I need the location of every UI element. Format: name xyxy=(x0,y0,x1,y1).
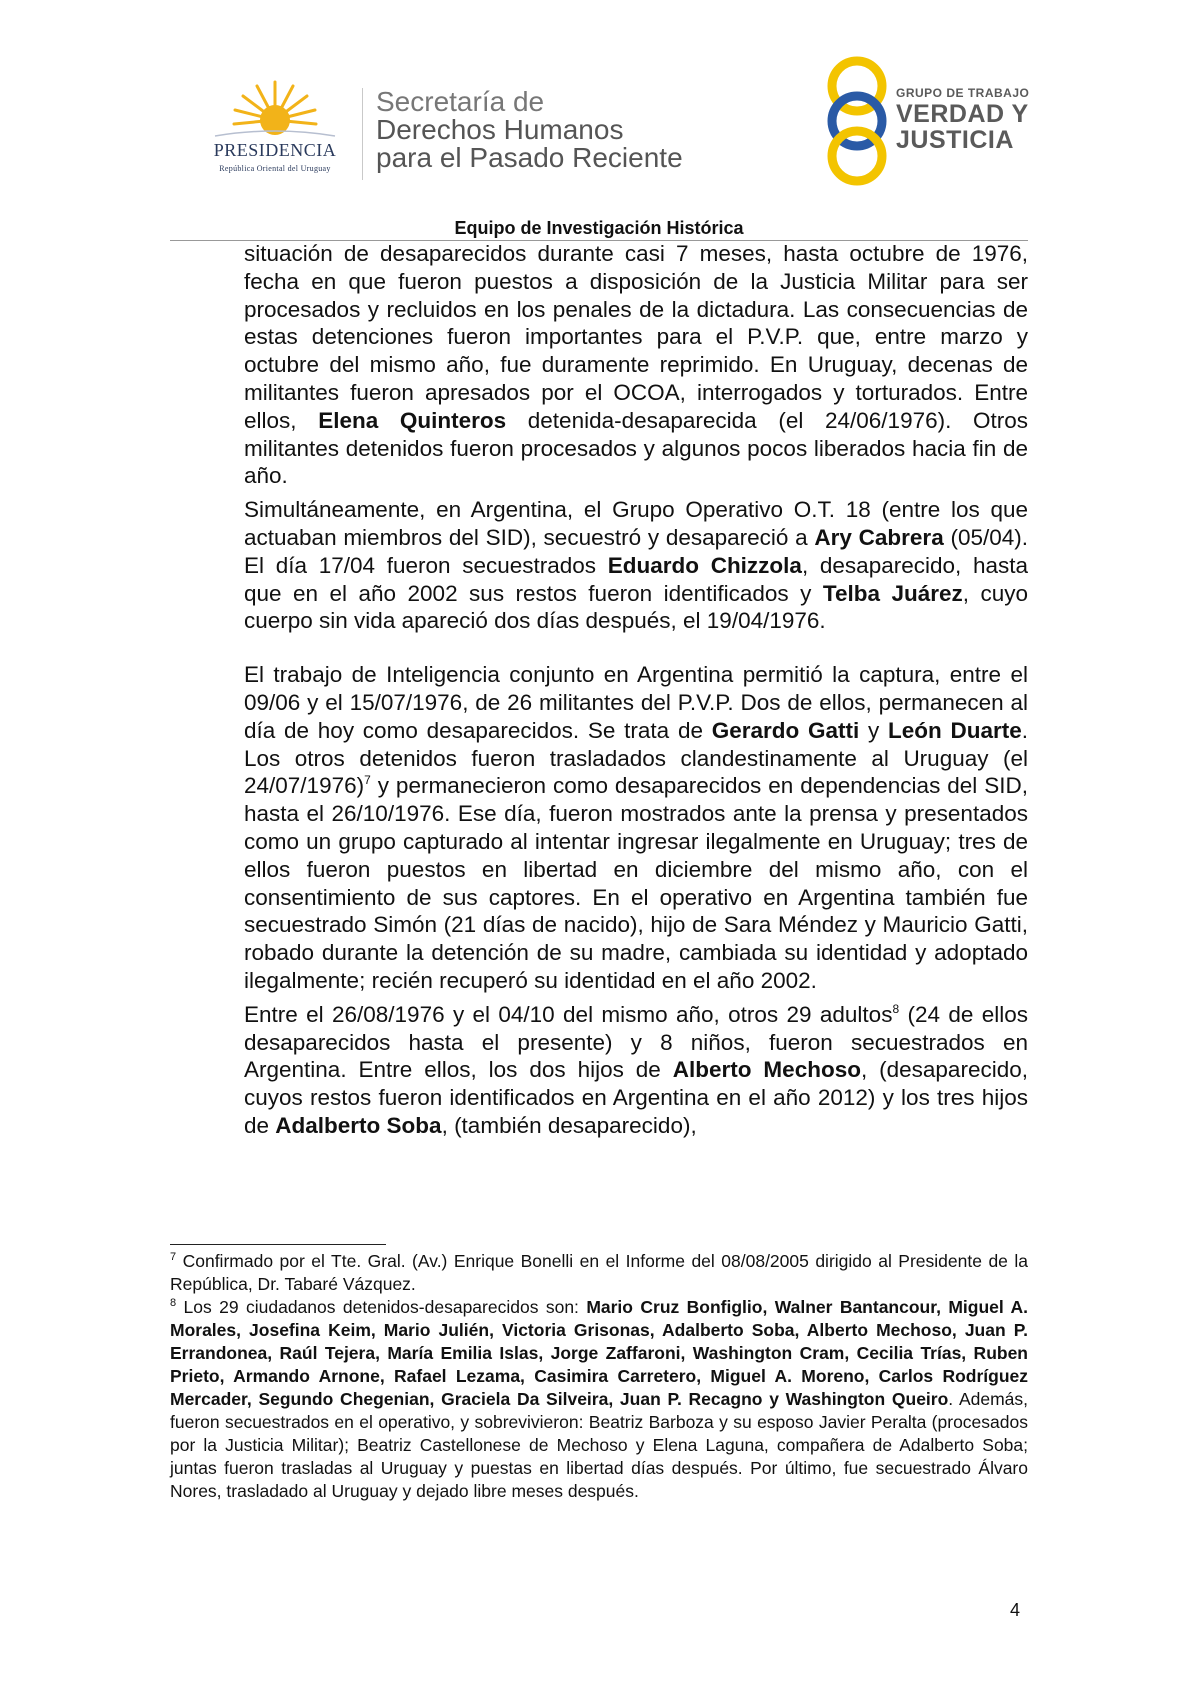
secretaria-line-2: Derechos Humanos xyxy=(376,114,624,145)
text-run: , (desaparecido, cuyos restos fueron identificados en Argentina en el año 2012) y los tres hijos de xyxy=(244,1057,1028,1138)
secretaria-line-3: para el Pasado Reciente xyxy=(376,142,683,173)
presidencia-word: PRESIDENCIA xyxy=(213,140,337,160)
paragraph-1 xyxy=(244,240,1028,490)
vj-title-line-2: JUSTICIA xyxy=(896,126,1014,154)
text-run: , desaparecido, hasta que en el año 2002 sus restos fueron identificados y xyxy=(244,552,1029,606)
page-number: 4 xyxy=(1010,1600,1021,1620)
footnote-rule xyxy=(170,1244,386,1245)
footnote-names: Mario Cruz Bonfiglio, Walner Bantancour, Miguel A. Morales, Josefina Keim, Mario Julién, Victoria Grisonas, Adalberto Soba, Alberto Mechoso, Juan P. Errandonea, Raúl Tejera, María Emilia Islas, Jorge Zaffaroni, Washington Cram, Cecilia Trías, Ruben Prieto, Armando Arnone, Rafael Lezama, Casimira Carretero, Miguel A. Moreno, Carlos Rodríguez Mercader, Segundo Chegenian, Graciela Da Silveira, Juan P. Recagno y Washington Queiro xyxy=(170,1297,1028,1409)
secretaria-line-1: Secretaría de xyxy=(376,86,545,117)
vj-small-text: GRUPO DE TRABAJO xyxy=(896,86,1030,100)
footnotes xyxy=(170,1250,1028,1503)
footnote-8 xyxy=(170,1296,1028,1503)
presidencia-logo xyxy=(195,80,355,180)
footnote-mark: 7 xyxy=(170,1251,177,1263)
bold-name: Ary Cabrera xyxy=(814,524,944,550)
sun-emblem-icon xyxy=(195,80,355,142)
text-run: y xyxy=(859,717,888,743)
footnote-text: Los 29 ciudadanos detenidos-desaparecidos son: xyxy=(176,1297,587,1317)
logo-divider xyxy=(362,88,363,180)
bold-name: Telba Juárez xyxy=(822,580,963,606)
bold-name: Gerardo Gatti xyxy=(711,717,860,743)
team-title: Equipo de Investigación Histórica xyxy=(454,218,744,238)
page-header xyxy=(0,0,1190,240)
footnote-mark: 8 xyxy=(170,1297,177,1309)
footnote-ref-8[interactable]: 8 xyxy=(892,1001,900,1016)
rings-emblem-icon xyxy=(824,56,890,186)
paragraph-3 xyxy=(244,661,1028,995)
bold-name: León Duarte xyxy=(887,717,1022,743)
footnote-ref-7[interactable]: 7 xyxy=(364,773,371,788)
text-run: (05/04). El día 17/04 fueron secuestrados xyxy=(244,524,1028,578)
verdad-justicia-logo xyxy=(824,56,1034,186)
paragraph-2 xyxy=(244,496,1028,635)
text-run: situación de desaparecidos durante casi 7 meses, hasta octubre de 1976, fecha en que fueron puestos a disposición de la Justicia Militar para ser procesados y recluidos en los penales de la dictadura. Las consecuencias de estas detenciones fueron importantes para el P.V.P. que, entre marzo y octubre del mismo año, fue duramente reprimido. En Uruguay, decenas de militantes fueron apresados por el OCOA, interrogados y torturados. Entre ellos, xyxy=(244,241,1028,433)
footnote-text: . Además, fueron secuestrados en el operativo, y sobrevivieron: Beatriz Barboza y su esposo Javier Peralta (procesados por la Justicia Militar); Beatriz Castellonese de Mechoso y Elena Laguna, compañera de Adalberto Soba; juntas fueron trasladas al Uruguay y puestas en libertad días después. Por último, fue secuestrado Álvaro Nores, trasladado al Uruguay y dejado libre meses después. xyxy=(170,1389,1028,1501)
text-run: Simultáneamente, en Argentina, el Grupo Operativo O.T. 18 (entre los que actuaban miembros del SID), secuestró y desapareció a xyxy=(244,497,1028,550)
text-run: (24 de ellos desaparecidos hasta el presente) y 8 niños, fueron secuestrados en Argentina. Entre ellos, los dos hijos de xyxy=(244,1001,1028,1083)
paragraph-4 xyxy=(244,1001,1028,1140)
text-run: , cuyo cuerpo sin vida apareció dos días después, el 19/04/1976. xyxy=(244,580,1029,634)
secretaria-logo xyxy=(376,88,683,172)
text-run: El trabajo de Inteligencia conjunto en Argentina permitió la captura, entre el 09/06 y el 15/07/1976, de 26 militantes del P.V.P. Dos de ellos, permanecen al día de hoy como desaparecidos. Se trata de xyxy=(244,662,1028,743)
text-run: y permanecieron como desaparecidos en dependencias del SID, hasta el 26/10/1976. Ese día, fueron mostrados ante la prensa y presentados como un grupo capturado al intentar ingresar ilegalmente en Uruguay; tres de ellos fueron puestos en libertad en diciembre del mismo año, con el consentimiento de sus captores. En el operativo en Argentina también fue secuestrado Simón (21 días de nacido), hijo de Sara Méndez y Mauricio Gatti, robado durante la detención de su madre, cambiada su identidad y adoptado ilegalmente; recién recuperó su identidad en el año 2002. xyxy=(244,773,1028,993)
bold-name: Alberto Mechoso xyxy=(672,1057,861,1083)
bold-name: Adalberto Soba xyxy=(275,1112,442,1138)
text-run: detenida-desaparecida (el 24/06/1976). Otros militantes detenidos fueron procesados y algunos pocos liberados hacia fin de año. xyxy=(244,407,1029,489)
text-run: , (también desaparecido), xyxy=(441,1112,697,1138)
presidencia-subtitle: República Oriental del Uruguay xyxy=(219,164,331,173)
vj-title-line-1: VERDAD Y xyxy=(896,100,1029,128)
text-run: Entre el 26/08/1976 y el 04/10 del mismo año, otros 29 adultos xyxy=(244,1001,893,1027)
text-run: . Los otros detenidos fueron trasladados clandestinamente al Uruguay (el 24/07/1976) xyxy=(244,717,1029,799)
bold-name: Eduardo Chizzola xyxy=(607,552,802,578)
bold-name: Elena Quinteros xyxy=(318,407,507,433)
footnote-text: Confirmado por el Tte. Gral. (Av.) Enrique Bonelli en el Informe del 08/08/2005 dirigido al Presidente de la República, Dr. Tabaré Vázquez. xyxy=(170,1251,1028,1294)
footnote-7 xyxy=(170,1250,1028,1296)
document-body xyxy=(244,240,1028,1140)
